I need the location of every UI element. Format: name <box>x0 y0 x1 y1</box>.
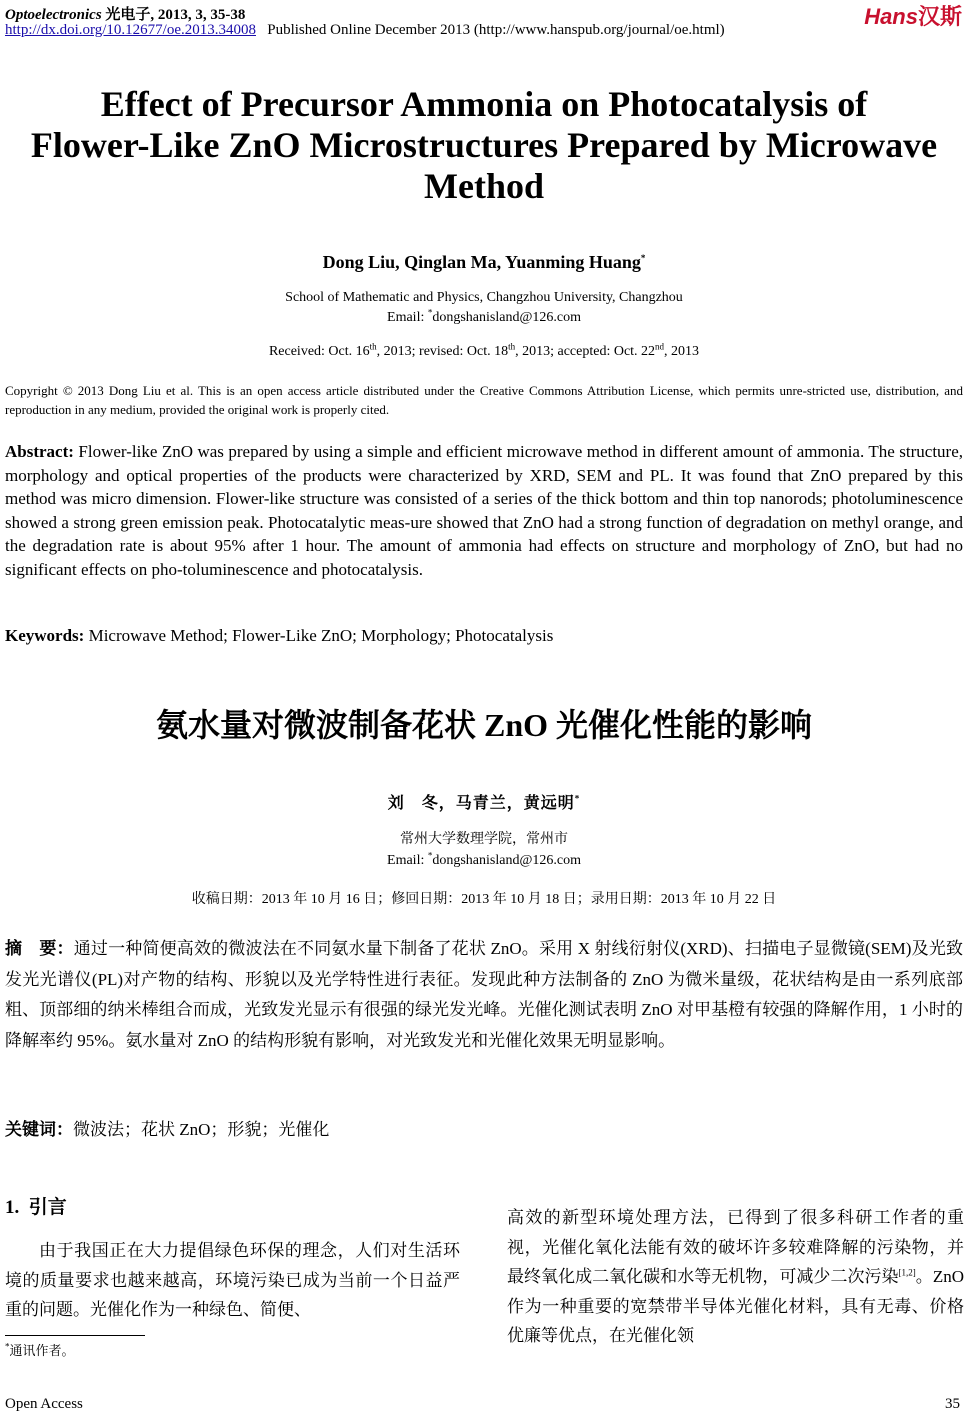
page-number: 35 <box>945 1396 960 1412</box>
authors-cn: 刘 冬，马青兰，黄远明* <box>387 793 581 812</box>
copyright-notice: Copyright © 2013 Dong Liu et al. This is an open access article distributed under the Creative Commons Attribution License, which permits unre-stricted use, distribution, and reproduction in any medium, provided the original work is properly cited. <box>5 383 963 417</box>
section-heading: 1. 引言 <box>5 1197 67 1218</box>
journal-info <box>5 3 245 24</box>
body-text-left: 由于我国正在大力提倡绿色环保的理念，人们对生活环境的质量要求也越来越高，环境污染已成为当前一个日益严重的问题。光催化作为一种绿色、简便、 <box>5 1241 460 1319</box>
abstract-cn-label: 摘 要： <box>5 939 74 958</box>
title-en-line: Flower-Like ZnO Microstructures Prepared by Microwave <box>30 125 938 165</box>
footnote-divider <box>5 1335 145 1336</box>
body-text-right: 高效的新型环境处理方法，已得到了很多科研工作者的重视，光催化氧化法能有效的破坏许多较难降解的污染物，并最终氧化成二氧化碳和水等无机物，可减少二次污染[1,2]。ZnO 作为一种重要的宽禁带半导体光催化材料，具有无毒、价格优廉等优点，在光催化领 <box>507 1208 964 1345</box>
affiliation-cn: 常州大学数理学院，常州市 Email: *dongshanisland@126.com <box>0 829 968 871</box>
received-dates-cn: 收稿日期：2013 年 10 月 16 日；修回日期：2013 年 10 月 18 日；录用日期：2013 年 10 月 22 日 <box>191 892 777 907</box>
affiliation-en: School of Mathematic and Physics, Changzhou University, Changzhou Email: *dongshanisland@126.com <box>0 288 968 328</box>
published-note: Published Online December 2013 (http://www.hanspub.org/journal/oe.html) <box>267 22 725 38</box>
journal-issue: 光电子, 2013, 3, 35-38 <box>105 7 246 23</box>
keywords-label: Keywords: <box>5 626 85 645</box>
email-en: Email: *dongshanisland@126.com <box>387 307 581 325</box>
title-en-line: Effect of Precursor Ammonia on Photocatalysis of <box>100 84 868 124</box>
received-dates-en: Received: Oct. 16th, 2013; revised: Oct. 18th, 2013; accepted: Oct. 22nd, 2013 <box>268 341 700 359</box>
citation: [1,2] <box>898 1267 916 1278</box>
footer-open-access: Open Access <box>5 1396 83 1412</box>
title-en-line: Method <box>424 166 544 206</box>
keywords-en: Keywords: Microwave Method; Flower-Like ZnO; Morphology; Photocatalysis <box>5 626 554 645</box>
footnote: *通讯作者。 <box>5 1341 75 1358</box>
doi-line <box>5 22 725 39</box>
abstract-en <box>5 440 963 581</box>
abstract-label: Abstract: <box>5 442 74 461</box>
authors-en: Dong Liu, Qinglan Ma, Yuanming Huang* <box>322 252 646 272</box>
abstract-text: Flower-like ZnO was prepared by using a simple and efficient microwave method in different amount of ammonia. The structure, morphology and optical properties of the products were characterized by XRD, SEM and PL. It was found that ZnO prepared by this method was micro dimension. Flower-like structure was consisted of a series of the thick bottom and thin top nanorods; photoluminescence showed a strong green emission peak. Photocatalytic meas-ure showed that ZnO had a strong function of degradation on methyl orange, and the degradation rate is about 95% after 1 hour. The amount of ammonia had effects on structure and morphology of ZnO, but had no significant effects on pho-toluminescence and photocatalysis. <box>5 442 964 579</box>
journal-name: Optoelectronics <box>5 7 102 23</box>
publisher-logo: Hans汉斯 <box>864 4 962 29</box>
title-en <box>0 84 968 207</box>
title-cn: 氨水量对微波制备花状 ZnO 光催化性能的影响 <box>155 707 813 743</box>
email-address: dongshanisland@126.com <box>432 310 581 325</box>
corresponding-mark: * <box>640 253 646 263</box>
keywords-cn: 关键词：微波法；花状 ZnO；形貌；光催化 <box>5 1120 330 1139</box>
email-cn: Email: *dongshanisland@126.com <box>387 850 581 868</box>
doi-link[interactable]: http://dx.doi.org/10.12677/oe.2013.34008 <box>5 22 256 38</box>
abstract-cn: 摘 要：通过一种简便高效的微波法在不同氨水量下制备了花状 ZnO。采用 X 射线衍射仪(XRD)、扫描电子显微镜(SEM)及光致发光光谱仪(PL)对产物的结构、形貌以及光学特性进行表征。发现此种方法制备的 ZnO 为微米量级，花状结构是由一系列底部粗、顶部细的纳米棒组合而成，光致发光显示有很强的绿光发光峰。光催化测试表明 ZnO 对甲基橙有较强的降解作用，1 小时的降解率约 95%。氨水量对 ZnO 的结构形貌有影响，对光致发光和光催化效果无明显影响。 <box>5 939 963 1050</box>
